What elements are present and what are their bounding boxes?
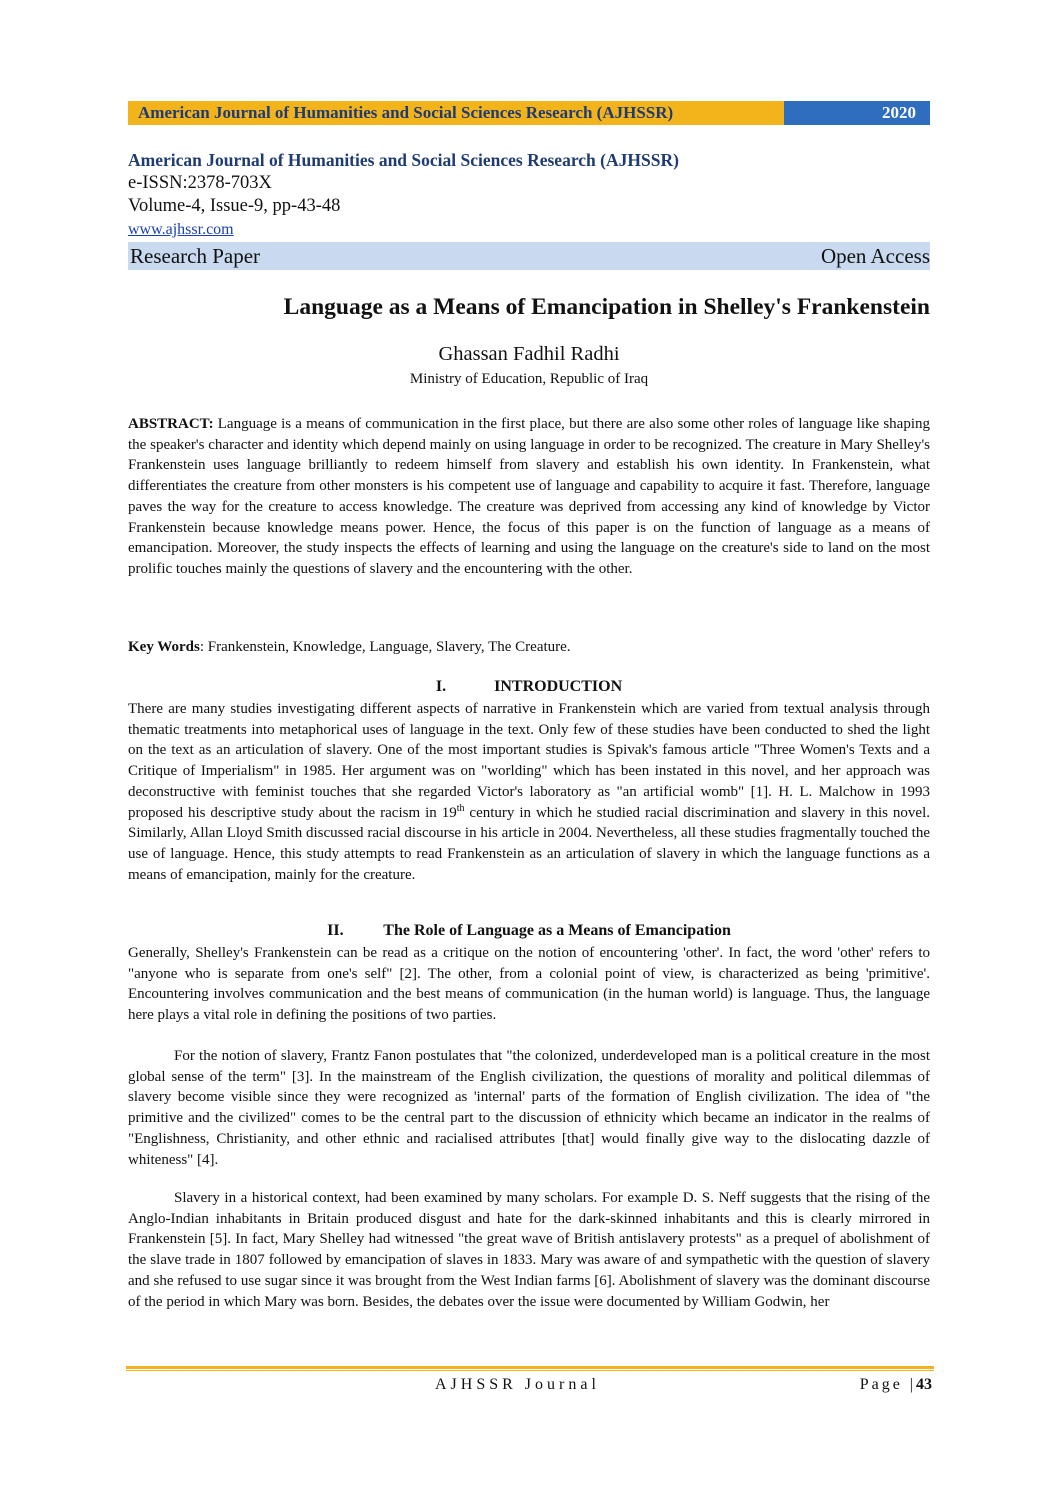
journal-link[interactable]: www.ajhssr.com — [128, 221, 234, 238]
intro-text-part2: century in which he studied racial discrimination and slavery in this novel. Similarly, Allan Lloyd Smith discussed racial discourse in his article in 2004. Nevertheless, all these studies fragmentally touched the use of language. Hence, this study attempts to read Frankenstein as an articulation of slavery in which the language functions as a means of emancipation, mainly for the creature. — [128, 804, 931, 883]
paper-type-bar — [128, 242, 930, 270]
author-name: Ghassan Fadhil Radhi — [438, 343, 620, 365]
issn: e-ISSN:2378-703X — [128, 173, 272, 193]
page-number-value: 43 — [916, 1376, 932, 1393]
abstract-text: Language is a means of communication in the first place, but there are also some other roles of language like shaping the speaker's character and identity which depend mainly on using language in order to be recognized. The creature in Mary Shelley's Frankenstein uses language brilliantly to redeem himself from slavery and establish his own identity. In Frankenstein, what differentiates the creature from other monsters is his competent use of language and capability to acquire it fast. Therefore, language paves the way for the creature to access knowledge. The creature was deprived from accessing any kind of knowledge by Victor Frankenstein because knowledge means power. Hence, the focus of this paper is on the function of language as a means of emancipation. Moreover, the study inspects the effects of learning and using the language on the creature's side to land on the most prolific touches mainly the questions of slavery and the encountering with the other. — [128, 416, 930, 577]
section-number: I. — [435, 678, 447, 695]
ordinal-superscript: th — [456, 802, 465, 814]
section-heading-introduction — [128, 678, 930, 696]
header-year: 2020 — [784, 101, 930, 125]
journal-name: American Journal of Humanities and Social Sciences Research (AJHSSR) — [128, 150, 679, 170]
abstract-label: ABSTRACT: — [128, 416, 214, 432]
keywords-line — [128, 639, 571, 656]
footer-rule-thin — [126, 1370, 934, 1371]
volume-info: Volume-4, Issue-9, pp-43-48 — [128, 196, 341, 216]
page-number — [800, 1376, 932, 1394]
section-heading-role-of-language — [128, 922, 930, 940]
paper-type: Research Paper — [130, 244, 261, 268]
footer-journal: AJHSSR Journal — [435, 1376, 600, 1393]
body-paragraph: Slavery in a historical context, had been examined by many scholars. For example D. S. Neff suggests that the rising of the Anglo-Indian inhabitants in Britain produced disgust and hate for the dark-skinned inhabitants and this is clearly mirrored in Frankenstein [5]. In fact, Mary Shelley had witnessed "the great wave of British antislavery protests" as a prequel of abolishment of the slave trade in 1807 followed by emancipation of slaves in 1833. Mary was aware of and sympathetic with the question of slavery and she refused to use sugar since it was brought from the West Indian farms [6]. Abolishment of slavery was the dominant discourse of the period in which Mary was born. Besides, the debates over the issue were documented by William Godwin, her — [128, 1190, 930, 1310]
body-paragraph: Generally, Shelley's Frankenstein can be read as a critique on the notion of encountering 'other'. In fact, the word 'other' refers to "anyone who is separate from one's self" [2]. The other, from a colonial point of view, is characterized as being 'primitive'. Encountering involves communication and the best means of communication (in the human world) is language. Thus, the language here plays a vital role in defining the positions of two parties. — [128, 945, 930, 1024]
section-title: INTRODUCTION — [494, 678, 623, 695]
keywords-label: Key Words — [128, 639, 200, 655]
article-title: Language as a Means of Emancipation in Shelley's Frankenstein — [283, 294, 930, 320]
access-type: Open Access — [820, 244, 930, 268]
introduction-paragraph — [128, 699, 930, 885]
header-journal-band: American Journal of Humanities and Social Sciences Research (AJHSSR) — [128, 101, 784, 125]
abstract-paragraph — [128, 414, 930, 580]
footer-rule — [126, 1366, 934, 1369]
author-affiliation: Ministry of Education, Republic of Iraq — [409, 371, 649, 387]
section-title: The Role of Language as a Means of Emancipation — [383, 922, 731, 939]
body-paragraph: For the notion of slavery, Frantz Fanon postulates that "the colonized, underdeveloped man is a political creature in the most global sense of the term" [3]. In the mainstream of the English civilization, the questions of morality and political dilemmas of slavery become visible since they were recognized as 'internal' parts of the formation of English civilization. The idea of "the primitive and the civilized" comes to be the central part to the discussion of ethnicity which became an indicator in the realms of "Englishness, Christianity, and other ethnic and racialised attributes [that] would finally give way to the dislocating dazzle of whiteness" [4]. — [128, 1048, 930, 1168]
keywords-text: : Frankenstein, Knowledge, Language, Slavery, The Creature. — [199, 639, 571, 655]
page-label: Page | — [859, 1376, 916, 1393]
intro-text-part1: There are many studies investigating different aspects of narrative in Frankenstein which are varied from textual analysis through thematic treatments into metaphorical uses of language in the text. Only few of these studies have been conducted to shed the light on the text as an articulation of slavery. One of the most important studies is Spivak's famous article "Three Women's Texts and a Critique of Imperialism" in 1985. Her argument was on "worlding" which has been instated in this novel, and her approach was deconstructive with feminist touches that she regarded Victor's laboratory as "an artificial womb" [1]. H. L. Malchow in 1993 proposed his descriptive study about the racism in 19 — [128, 701, 930, 821]
section-number: II. — [327, 922, 344, 939]
